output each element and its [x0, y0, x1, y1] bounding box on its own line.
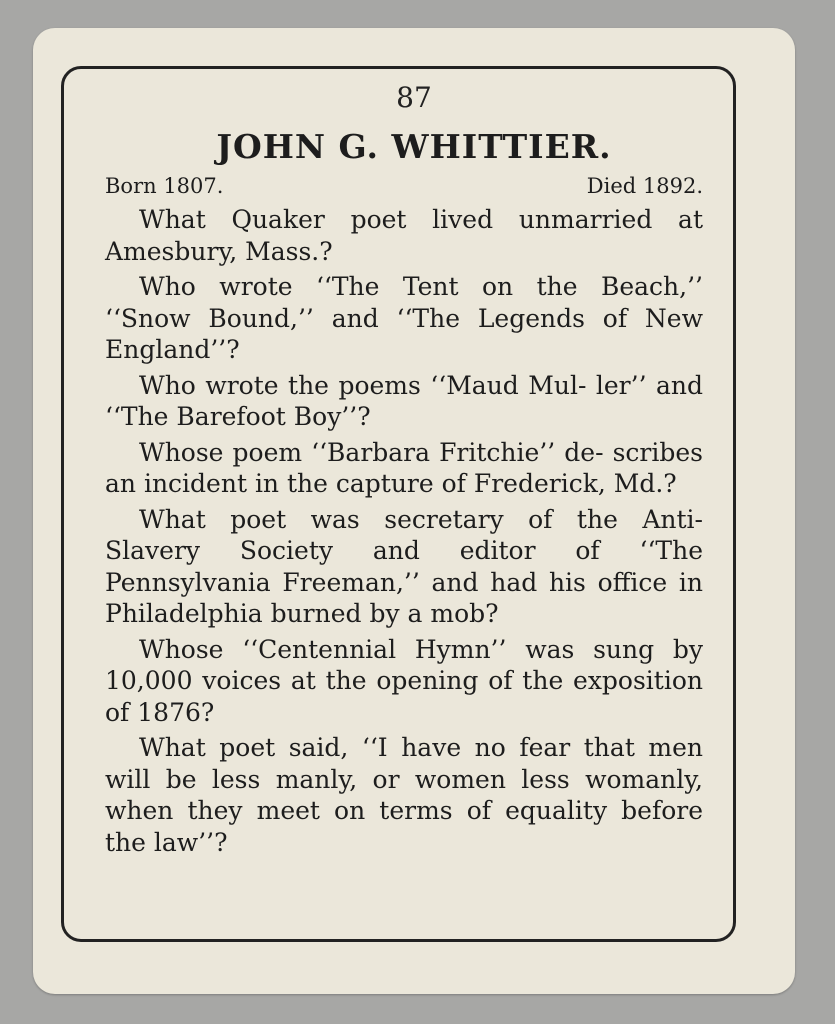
question-6: Whose ‘‘Centennial Hymn’’ was sung by 10,000 voices at the opening of the exposition of 1876? — [105, 634, 703, 727]
question-5: What poet was secretary of the Anti- Slavery Society and editor of ‘‘The Pennsylvania Freeman,’’ and had his office in Philadelphia burned by a mob? — [105, 504, 703, 628]
died-date: Died 1892. — [586, 174, 703, 198]
question-list — [105, 204, 703, 862]
card-number: 87 — [396, 81, 432, 114]
question-4: Whose poem ‘‘Barbara Fritchie’’ de- scribes an incident in the capture of Frederick, Md.? — [105, 437, 703, 498]
trivia-card — [33, 28, 795, 994]
born-date: Born 1807. — [105, 174, 224, 198]
question-1: What Quaker poet lived unmarried at Amesbury, Mass.? — [105, 205, 703, 266]
question-3: Who wrote the poems ‘‘Maud Mul- ler’’ and ‘‘The Barefoot Boy’’? — [105, 370, 703, 431]
question-7: What poet said, ‘‘I have no fear that men will be less manly, or women less womanly, when they meet on terms of equality before the law’’? — [105, 733, 703, 857]
question-2: Who wrote ‘‘The Tent on the Beach,’’ ‘‘Snow Bound,’’ and ‘‘The Legends of New England’’? — [105, 272, 703, 364]
card-title: JOHN G. WHITTIER. — [216, 127, 612, 166]
life-dates — [105, 176, 703, 197]
